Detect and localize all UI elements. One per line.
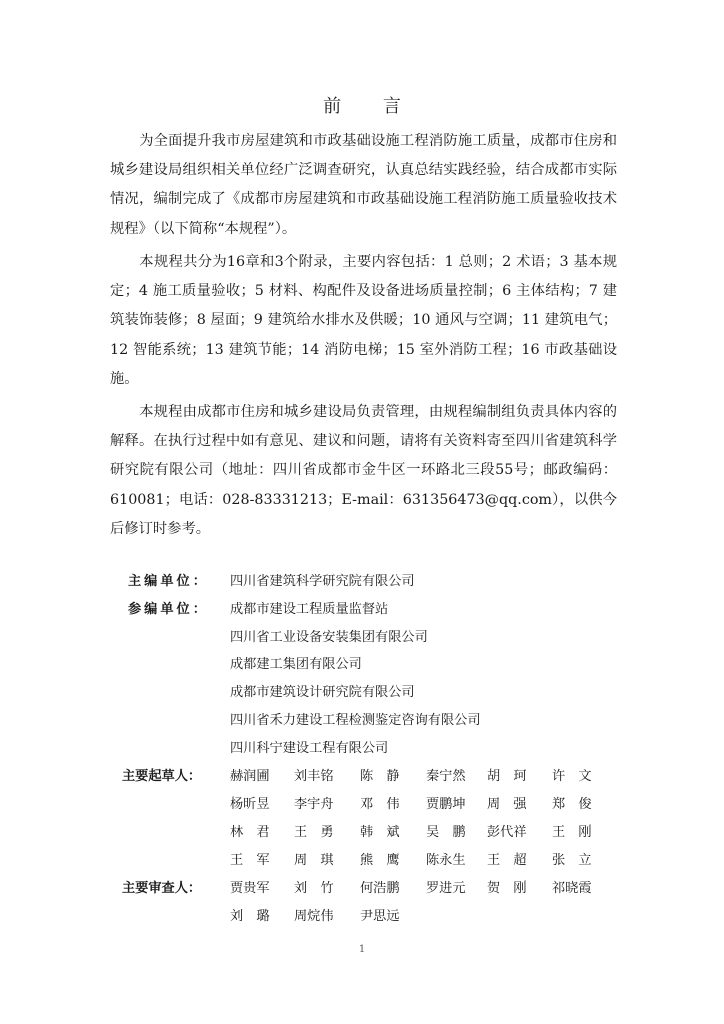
paragraph-management-text: 本规程由成都市住房和城乡建设局负责管理，由规程编制组负责具体内容的解释。在执行过程中如有意见、建议和问题，请将有关资料寄至四川省建筑科学研究院有限公司（地址：四川省成都市金牛区一环路北三段55号；邮政编码：610081；电话：028-83331213；E-mail：631356473@qq.com），以供今后修订时参考。 — [110, 404, 617, 537]
participating-unit: 成都市建筑设计研究院有限公司 — [230, 685, 415, 700]
drafter-name: 刘丰铭 — [294, 769, 334, 784]
drafter-name: 周 强 — [487, 797, 527, 812]
drafter-name: 胡 珂 — [487, 769, 527, 784]
paragraph-intro — [110, 127, 617, 244]
drafter-name: 王 军 — [230, 853, 270, 868]
page-number: 1 — [358, 944, 366, 955]
drafter-name: 赫润圃 — [230, 769, 270, 784]
reviewer-name: 刘 竹 — [294, 881, 334, 896]
drafters-label: 主要起草人： — [122, 769, 202, 784]
participating-unit: 四川省禾力建设工程检测鉴定咨询有限公司 — [230, 713, 481, 728]
reviewer-name: 周烷伟 — [294, 909, 334, 924]
drafter-name: 周 琪 — [294, 853, 334, 868]
paragraph-contents-text: 本规程共分为16章和3个附录，主要内容包括：1 总则；2 术语；3 基本规定；4 施工质量验收；5 材料、构配件及设备进场质量控制；6 主体结构；7 建筑装饰装修；8 屋面；9 建筑给水排水及供暖；10 通风与空调；11 建筑电气；12 智能系统；13 建筑节能；14 消防电梯；15 室外消防工程；16 市政基础设施。 — [110, 254, 617, 387]
drafter-name: 贾鹏坤 — [426, 797, 466, 812]
drafter-name: 林 君 — [230, 825, 270, 840]
participating-unit: 成都建工集团有限公司 — [230, 657, 362, 672]
participating-label: 参编单位： — [128, 602, 209, 617]
drafter-name: 彭代祥 — [487, 825, 527, 840]
reviewer-name: 贾贵军 — [230, 881, 270, 896]
drafter-name: 李宇舟 — [294, 797, 334, 812]
drafter-name: 韩 斌 — [360, 825, 400, 840]
participating-unit: 成都市建设工程质量监督站 — [230, 602, 389, 617]
reviewers-label: 主要审查人： — [122, 881, 202, 896]
reviewer-name: 贺 刚 — [487, 881, 527, 896]
reviewer-name: 罗进元 — [426, 881, 466, 896]
paragraph-management — [110, 398, 617, 544]
chief-editor-value: 四川省建筑科学研究院有限公司 — [230, 574, 415, 589]
drafter-name: 杨昕昱 — [230, 797, 270, 812]
reviewer-name: 尹思远 — [360, 909, 400, 924]
participating-unit: 四川科宁建设工程有限公司 — [230, 741, 389, 756]
participating-unit: 四川省工业设备安装集团有限公司 — [230, 630, 428, 645]
paragraph-intro-text: 为全面提升我市房屋建筑和市政基础设施工程消防施工质量，成都市住房和城乡建设局组织相关单位经广泛调查研究，认真总结实践经验，结合成都市实际情况，编制完成了《成都市房屋建筑和市政基础设施工程消防施工质量验收技术规程》（以下简称“本规程”）。 — [110, 133, 617, 237]
drafter-name: 郑 俊 — [552, 797, 592, 812]
drafter-name: 陈 静 — [360, 769, 400, 784]
reviewer-name: 刘 璐 — [230, 909, 270, 924]
drafter-name: 王 刚 — [552, 825, 592, 840]
drafter-name: 王 超 — [487, 853, 527, 868]
drafter-name: 秦宁然 — [426, 769, 466, 784]
drafter-name: 张 立 — [552, 853, 592, 868]
chief-editor-label: 主编单位： — [128, 574, 209, 589]
drafter-name: 吴 鹏 — [426, 825, 466, 840]
drafter-name: 邓 伟 — [360, 797, 400, 812]
drafter-name: 王 勇 — [294, 825, 334, 840]
drafter-name: 许 文 — [552, 769, 592, 784]
drafter-name: 熊 鹰 — [360, 853, 400, 868]
paragraph-contents — [110, 248, 617, 394]
drafter-name: 陈永生 — [426, 853, 466, 868]
page-title: 前 言 — [323, 96, 419, 117]
reviewer-name: 祁晓霞 — [552, 881, 592, 896]
reviewer-name: 何浩鹏 — [360, 881, 400, 896]
